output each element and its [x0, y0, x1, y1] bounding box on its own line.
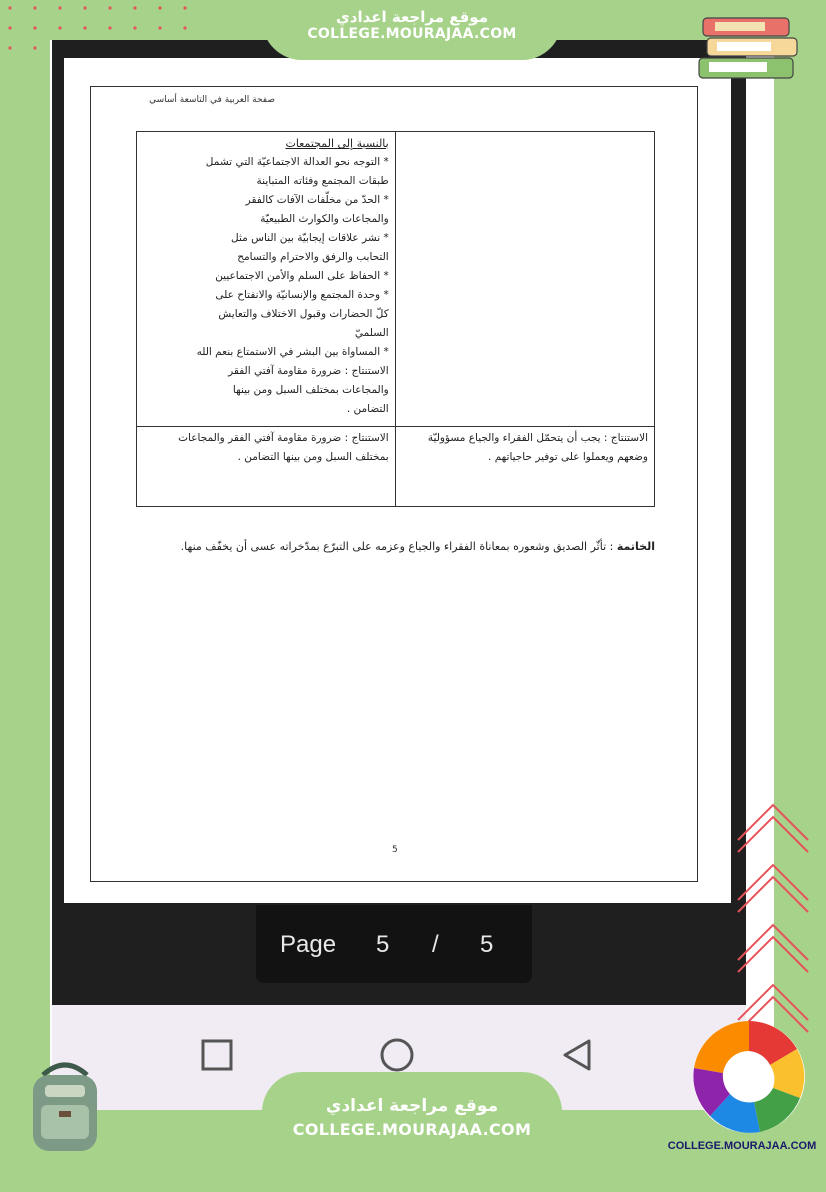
cell-line: كلّ الحضارات وقبول الاختلاف والتعايش [218, 308, 389, 320]
site-banner-bottom [262, 1072, 562, 1192]
page-indicator [256, 905, 532, 983]
site-logo-icon [690, 1018, 808, 1136]
site-banner-top [262, 0, 562, 60]
cell-line: * وحدة المجتمع والإنسانيّة والانفتاح على [215, 289, 389, 301]
conclusion-label: الخاتمة [616, 540, 655, 553]
site-name-ar: موقع مراجعة اعدادي [325, 1096, 499, 1116]
page-separator: / [432, 931, 439, 958]
cell-line: * التوجه نحو العدالة الاجتماعيّة التي تشمل [205, 156, 389, 168]
site-name-ar: موقع مراجعة اعدادي [336, 8, 488, 26]
chevrons-icon [728, 790, 818, 1040]
site-name-en: COLLEGE.MOURAJAA.COM [292, 1120, 532, 1139]
document-header: صفحة العربية في التاسعة أساسي [149, 95, 275, 105]
cell-line: السلميّ [354, 327, 389, 339]
cell-line: * الحفاظ على السلم والأمن الاجتماعيين [215, 270, 389, 282]
square-icon[interactable] [197, 1035, 237, 1075]
current-page: 5 [376, 931, 390, 958]
cell-line: والمجاعات بمختلف السبل ومن بينها [232, 384, 389, 396]
cell-line: * المساواة بين البشر في الاستمتاع بنعم الله [196, 346, 389, 358]
cell-line: التحابب والرفق والاحترام والتسامح [237, 251, 389, 263]
cell-line: التضامن . [346, 403, 389, 415]
document-page-number: 5 [392, 845, 398, 855]
table-cell-conclusion-right: الاستنتاج : يجب أن يتحمّل الفقراء والجياع مسؤوليّة وضعهم ويعملوا على توفير حاجياتهم . [395, 427, 654, 507]
cell-line: الاستنتاج : ضرورة مقاومة آفتي الفقر [228, 365, 389, 377]
total-pages: 5 [480, 931, 494, 958]
cell-line: والمجاعات والكوارث الطبيعيّة [260, 213, 389, 225]
table-cell-empty [395, 132, 654, 427]
books-icon [695, 10, 805, 95]
cell-line: * نشر علاقات إيجابيّة بين الناس مثل [231, 232, 389, 244]
table-row [137, 427, 655, 507]
circle-icon[interactable] [377, 1035, 417, 1075]
site-logo-text: COLLEGE.MOURAJAA.COM [667, 1140, 817, 1152]
site-name-en: COLLEGE.MOURAJAA.COM [307, 26, 517, 42]
backpack-icon [15, 1055, 115, 1155]
cell-line: * الحدّ من مخلّفات الآفات كالفقر [245, 194, 389, 206]
page-label: Page [280, 931, 337, 958]
triangle-back-icon[interactable] [557, 1035, 597, 1075]
table-cell-societies [137, 132, 396, 427]
cell-line: طبقات المجتمع وفئاته المتباينة [256, 175, 389, 187]
analysis-table [136, 131, 655, 507]
table-cell-conclusion-left: الاستنتاج : ضرورة مقاومة آفتي الفقر والمجاعات بمختلف السبل ومن بينها التضامن . [137, 427, 396, 507]
cell-title: بالنسبة إلى المجتمعات [285, 137, 389, 150]
conclusion-text: : تأثّر الصديق وشعوره بمعاناة الفقراء والجياع وعزمه على التبرّع بمدّخراته عسى أن يخفّف منها. [180, 540, 617, 553]
conclusion-paragraph [165, 536, 655, 558]
table-row [137, 132, 655, 427]
